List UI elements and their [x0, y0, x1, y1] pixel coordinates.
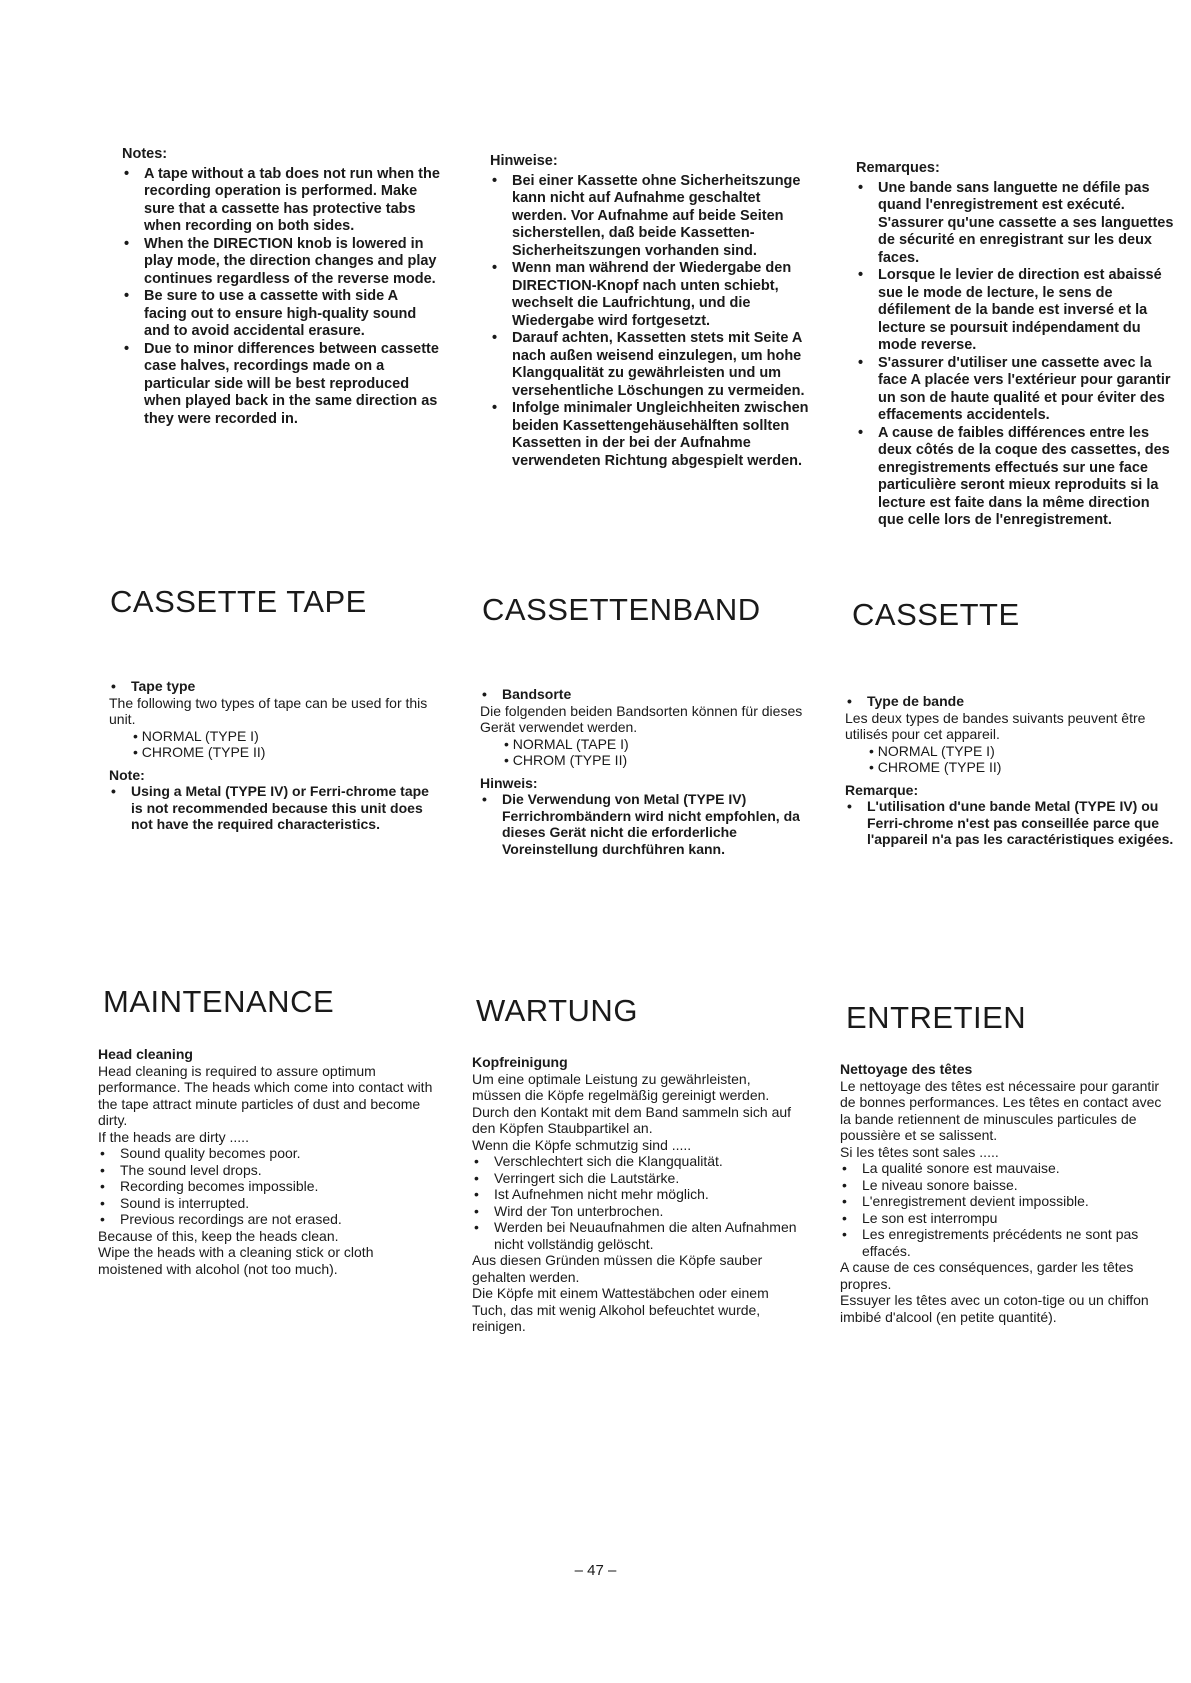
maintenance-de: [472, 1054, 802, 1335]
list-item: • A cause de faibles différences entre les deux côtés de la coque des cassettes, des enregistrements effectués sur une face particulière seront mieux reproduits si la lecture est faite dans la même direction que celle lors de l'enregistrement.: [856, 425, 1178, 530]
list-item: • Sound quality becomes poor.: [98, 1145, 433, 1162]
notes-de-list: [490, 173, 810, 471]
cassette-fr-note-heading: Remarque:: [845, 781, 919, 798]
maintenance-en-outro-1: Because of this, keep the heads clean.: [98, 1227, 339, 1244]
maintenance-fr-title: ENTRETIEN: [846, 1000, 1027, 1035]
maintenance-en-list: [98, 1145, 433, 1228]
list-item: • L'enregistrement devient impossible.: [840, 1193, 1172, 1210]
maintenance-en: [98, 1046, 433, 1277]
notes-de-heading: Hinweise:: [490, 153, 558, 169]
cassette-de-title: CASSETTENBAND: [482, 592, 761, 627]
tape-type: • NORMAL (TAPE I): [504, 735, 629, 752]
list-item: • Recording becomes impossible.: [98, 1178, 433, 1195]
list-item: • Infolge minimaler Ungleichheiten zwischen beiden Kassettengehäusehälften sollten Kassetten in der bei der Aufnahme verwendeten Richtung abgespielt werden.: [490, 400, 810, 470]
list-item: • Verschlechtert sich die Klangqualität.: [472, 1153, 802, 1170]
list-item: • Darauf achten, Kassetten stets mit Seite A nach außen weisend einzulegen, um hohe Klangqualität zu gewährleisten und um versehentliche Löschungen zu vermeiden.: [490, 330, 810, 400]
maintenance-en-intro: Head cleaning is required to assure optimum performance. The heads which come into contact with the tape attract minute particles of dust and become dirty.: [98, 1062, 433, 1128]
cassette-de: [480, 686, 810, 857]
tape-type: • NORMAL (TYPE I): [133, 727, 259, 744]
tape-types-de: [480, 736, 810, 769]
notes-en-list: [122, 166, 444, 429]
list-item: • Verringert sich die Lautstärke.: [472, 1170, 802, 1187]
list-item: • Werden bei Neuaufnahmen die alten Aufnahmen nicht vollständig gelöscht.: [472, 1219, 802, 1252]
cassette-en-intro: The following two types of tape can be used for this unit.: [109, 694, 428, 727]
list-item: • Die Verwendung von Metal (TYPE IV) Ferrichrombändern wird nicht empfohlen, da dieses Gerät nicht die erforderliche Voreinstellung durchführen kann.: [480, 791, 810, 857]
cassette-fr-subheading: • Type de bande: [845, 693, 1175, 710]
tape-types-fr: [845, 743, 1175, 776]
list-item: • Le son est interrompu: [840, 1210, 1172, 1227]
tape-type: • CHROME (TYPE II): [133, 744, 266, 760]
cassette-fr-title: CASSETTE: [852, 597, 1020, 632]
list-item: • La qualité sonore est mauvaise.: [840, 1160, 1172, 1177]
list-item: • Le niveau sonore baisse.: [840, 1177, 1172, 1194]
maintenance-fr-intro: Le nettoyage des têtes est nécessaire pour garantir de bonnes performances. Les têtes en contact avec la bande retiennent de minuscules particules de poussière et se salissent.: [840, 1077, 1162, 1143]
maintenance-de-list: [472, 1153, 802, 1252]
maintenance-fr-list: [840, 1160, 1172, 1259]
tape-types-en: [109, 728, 439, 761]
maintenance-de-subheading: Kopfreinigung: [472, 1054, 568, 1070]
maintenance-en-title: MAINTENANCE: [103, 984, 335, 1019]
list-item: • Les enregistrements précédents ne sont pas effacés.: [840, 1226, 1172, 1259]
notes-de: [490, 153, 810, 470]
cassette-de-intro: Die folgenden beiden Bandsorten können für dieses Gerät verwendet werden.: [480, 702, 803, 735]
list-item: • Previous recordings are not erased.: [98, 1211, 433, 1228]
cassette-de-note-list: [480, 791, 810, 857]
list-item: • Bei einer Kassette ohne Sicherheitszunge kann nicht auf Aufnahme geschaltet werden. Vor Aufnahme auf beide Seiten sicherstellen, daß beide Kassetten-Sicherheitszungen vorhanden sind.: [490, 173, 810, 261]
list-item: • Wenn man während der Wiedergabe den DIRECTION-Knopf nach unten schiebt, wechselt die Laufrichtung, und die Wiedergabe wird fortgesetzt.: [490, 260, 810, 330]
maintenance-de-outro-1: Aus diesen Gründen müssen die Köpfe sauber gehalten werden.: [472, 1252, 763, 1285]
list-item: • Using a Metal (TYPE IV) or Ferri-chrome tape is not recommended because this unit does not have the required characteristics.: [109, 783, 439, 833]
list-item: • The sound level drops.: [98, 1162, 433, 1179]
maintenance-fr-outro-2: Essuyer les têtes avec un coton-tige ou un chiffon imbibé d'alcool (en petite quantité).: [840, 1292, 1149, 1325]
list-item: • A tape without a tab does not run when the recording operation is performed. Make sure that a cassette has protective tabs when recording on both sides.: [122, 166, 444, 236]
cassette-fr-intro: Les deux types de bandes suivants peuvent être utilisés pour cet appareil.: [845, 709, 1146, 742]
maintenance-fr-outro-1: A cause de ces conséquences, garder les têtes propres.: [840, 1259, 1134, 1292]
list-item: • Wird der Ton unterbrochen.: [472, 1203, 802, 1220]
list-item: • L'utilisation d'une bande Metal (TYPE IV) ou Ferri-chrome n'est pas conseillée parce que l'appareil n'a pas les caractéristiques exigées.: [845, 798, 1175, 848]
maintenance-de-title: WARTUNG: [476, 993, 638, 1028]
maintenance-de-lead: Wenn die Köpfe schmutzig sind .....: [472, 1136, 692, 1153]
maintenance-en-lead: If the heads are dirty .....: [98, 1128, 249, 1145]
notes-en: [122, 146, 444, 428]
list-item: • Ist Aufnehmen nicht mehr möglich.: [472, 1186, 802, 1203]
list-item: • When the DIRECTION knob is lowered in play mode, the direction changes and play continues regardless of the reverse mode.: [122, 236, 444, 289]
tape-type: • CHROME (TYPE II): [869, 759, 1002, 775]
cassette-en-subheading: • Tape type: [109, 678, 439, 695]
cassette-de-subheading: • Bandsorte: [480, 686, 810, 703]
notes-fr: [856, 160, 1178, 530]
page-number: – 47 –: [574, 1562, 617, 1579]
tape-type: • NORMAL (TYPE I): [869, 742, 995, 759]
maintenance-en-subheading: Head cleaning: [98, 1046, 193, 1062]
list-item: • S'assurer d'utiliser une cassette avec la face A placée vers l'extérieur pour garantir un son de haute qualité et pour éviter des effacements accidentels.: [856, 355, 1178, 425]
cassette-en-note-heading: Note:: [109, 766, 145, 783]
cassette-fr-note-list: [845, 798, 1175, 848]
maintenance-de-outro-2: Die Köpfe mit einem Wattestäbchen oder einem Tuch, das mit wenig Alkohol befeuchtet wurde, reinigen.: [472, 1285, 769, 1334]
maintenance-fr-lead: Si les têtes sont sales .....: [840, 1143, 999, 1160]
maintenance-en-outro-2: Wipe the heads with a cleaning stick or cloth moistened with alcohol (not too much).: [98, 1244, 374, 1277]
cassette-en-title: CASSETTE TAPE: [110, 584, 367, 619]
cassette-en: [109, 678, 439, 833]
list-item: • Une bande sans languette ne défile pas quand l'enregistrement est exécuté. S'assurer qu'une cassette a ses languettes de sécurité en enregistrant sur les deux faces.: [856, 180, 1178, 268]
list-item: • Sound is interrupted.: [98, 1195, 433, 1212]
list-item: • Due to minor differences between cassette case halves, recordings made on a particular side will be best reproduced when played back in the same direction as they were recorded in.: [122, 341, 444, 429]
cassette-de-note-heading: Hinweis:: [480, 774, 538, 791]
maintenance-fr: [840, 1061, 1172, 1325]
notes-en-heading: Notes:: [122, 146, 168, 162]
cassette-en-note-list: [109, 783, 439, 833]
tape-type: • CHROM (TYPE II): [504, 752, 628, 768]
cassette-fr: [845, 693, 1175, 848]
notes-fr-heading: Remarques:: [856, 160, 940, 176]
notes-fr-list: [856, 180, 1178, 530]
list-item: • Be sure to use a cassette with side A facing out to ensure high-quality sound and to avoid accidental erasure.: [122, 288, 444, 341]
maintenance-de-intro: Um eine optimale Leistung zu gewährleisten, müssen die Köpfe regelmäßig gereinigt werden. Durch den Kontakt mit dem Band sammeln sich auf den Köpfen Staubpartikel an.: [472, 1070, 792, 1136]
list-item: • Lorsque le levier de direction est abaissé sue le mode de lecture, le sens de défilement de la bande est inversé et la lecture se poursuit indépendament du mode reverse.: [856, 267, 1178, 355]
maintenance-fr-subheading: Nettoyage des têtes: [840, 1061, 973, 1077]
